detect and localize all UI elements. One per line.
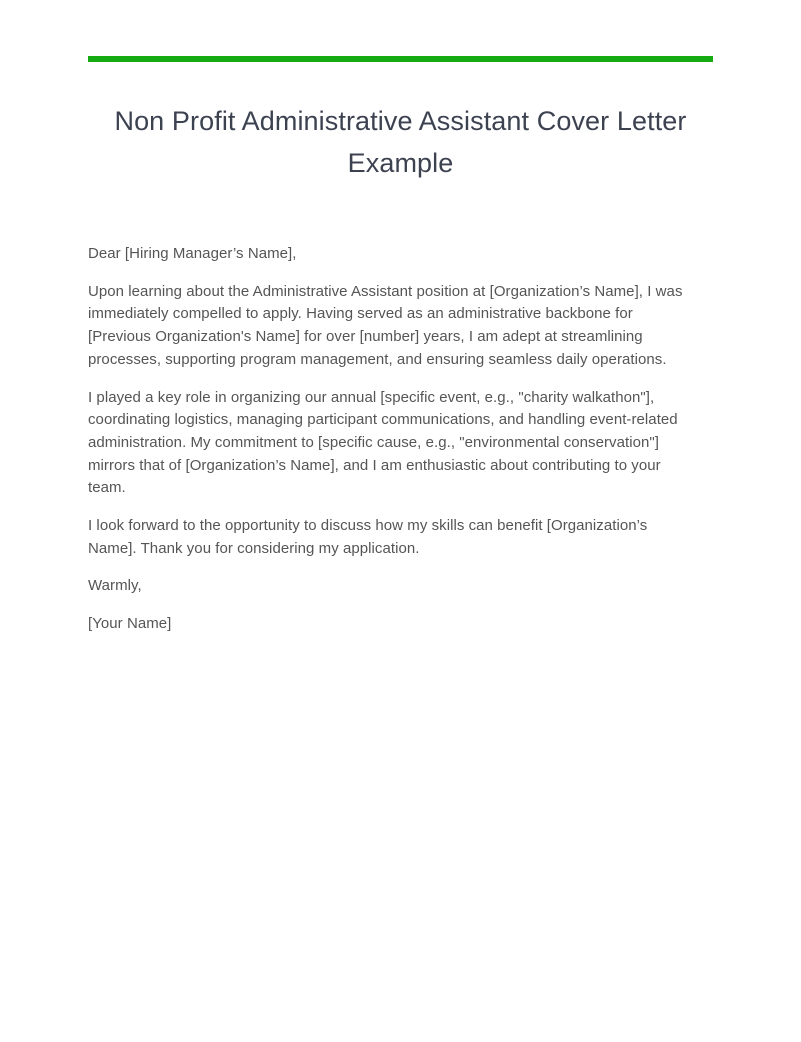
letter-body bbox=[88, 243, 685, 636]
page-title: Non Profit Administrative Assistant Cover Letter Example bbox=[114, 106, 687, 178]
body-paragraph-1: Upon learning about the Administrative Assistant position at [Organization’s Name], I was immediately compelled to apply. Having served as an administrative backbone for [Previous Organization's Name] for over [number] years, I am adept at streamlining processes, supporting program management, and ensuring seamless daily operations. bbox=[88, 282, 683, 368]
salutation-paragraph: Dear [Hiring Manager’s Name], bbox=[88, 245, 297, 262]
signature-paragraph: [Your Name] bbox=[88, 615, 172, 633]
closing-paragraph: Warmly, bbox=[88, 577, 142, 595]
body-paragraph-3: I look forward to the opportunity to discuss how my skills can benefit [Organization’s Name]. Thank you for considering my application. bbox=[88, 517, 648, 557]
body-paragraph-2: I played a key role in organizing our annual [specific event, e.g., "charity walkathon"], coordinating logistics, managing participant communications, and handling event-related administration. My commitment to [specific cause, e.g., "environmental conservation"] mirrors that of [Organization’s Name], and I am enthusiastic about contributing to your team. bbox=[88, 388, 678, 497]
green-accent-rule bbox=[88, 56, 713, 62]
